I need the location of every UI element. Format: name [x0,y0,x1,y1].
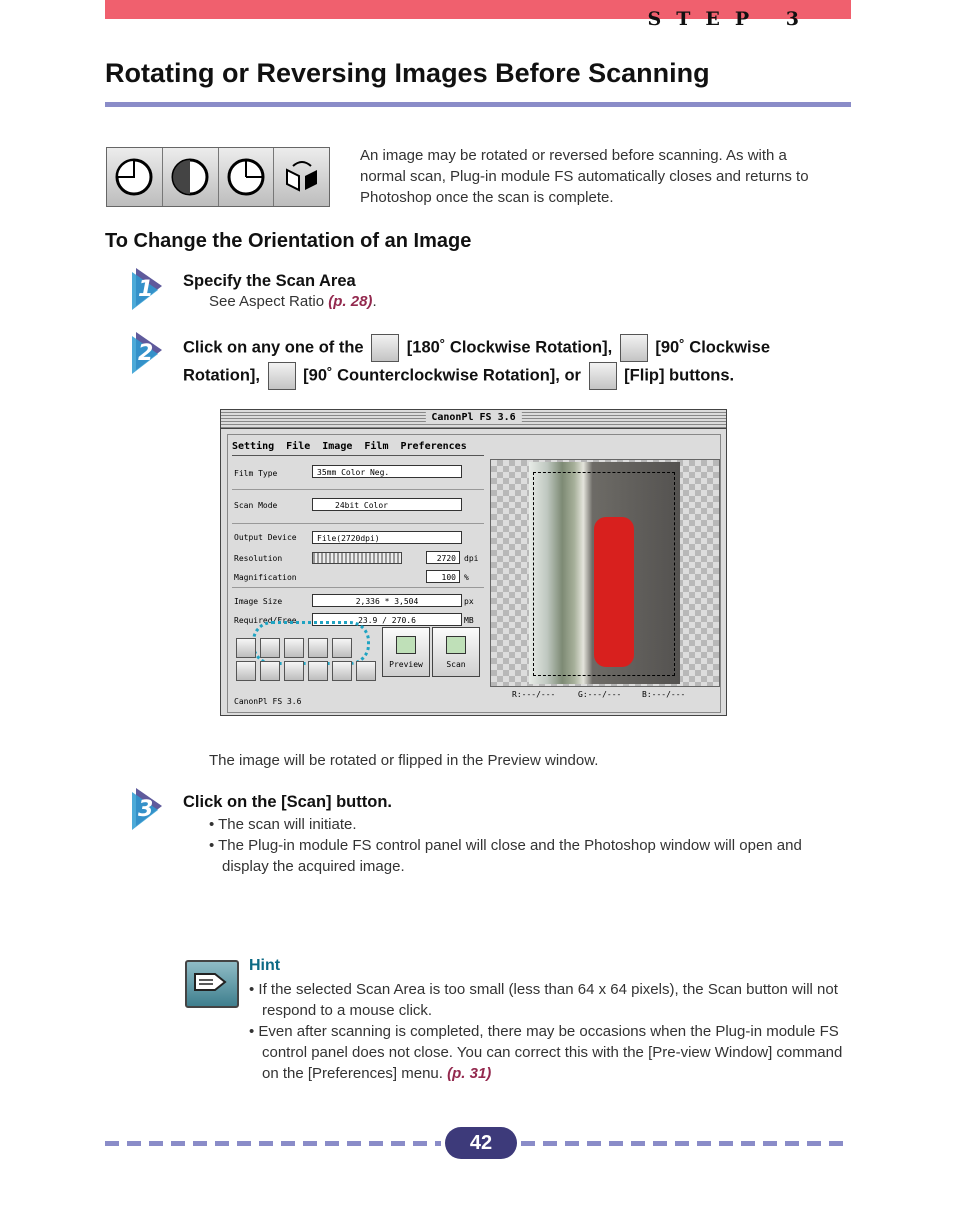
magnification-field[interactable]: 100 [426,570,460,583]
page-number: 42 [445,1127,517,1159]
scan-button[interactable]: Scan [432,627,480,677]
preview-note: The image will be rotated or flipped in the Preview window. [209,752,599,769]
step-1-body: See Aspect Ratio (p. 28). [209,293,377,310]
step-3-title: Click on the [Scan] button. [183,793,392,811]
flip-button[interactable] [274,148,329,206]
scanner-window [220,409,727,716]
rotate-cw-button[interactable] [219,148,275,206]
required-free-label: Required/Free [234,616,297,625]
aspect-ratio-button[interactable] [236,638,256,658]
resolution-field[interactable]: 2720 [426,551,460,564]
step-3-badge [126,786,164,830]
zoom-in-button[interactable] [236,661,256,681]
resolution-label: Resolution [234,554,283,563]
section-title: To Change the Orientation of an Image [105,230,472,252]
svg-text:1: 1 [138,277,154,302]
scan-mode-label: Scan Mode [234,501,278,510]
step-1-badge [126,266,164,310]
footer-dashes-left [105,1141,441,1146]
rotate-cw-small-button[interactable] [308,638,328,658]
flip-inline-icon [589,362,617,390]
flip-icon [281,156,323,198]
required-free-value: 23.9 / 270.6 [312,613,462,626]
window-title: CanonPl FS 3.6 [425,412,521,423]
footer-dashes-right [521,1141,851,1146]
rotate-ccw-inline-icon [268,362,296,390]
title-rule [105,102,851,107]
svg-text:2: 2 [138,341,154,366]
rotate-cw-inline-icon [620,334,648,362]
page-title: Rotating or Reversing Images Before Scanning [105,58,710,88]
rotate-180-icon [169,156,211,198]
image-button[interactable] [308,661,328,681]
step-2-text: Click on any one of the [180˚ Clockwise Rotation], [90˚ Clockwise Rotation], [90˚ Counterclockwise Rotation], or [Flip] buttons. [183,334,843,390]
window-footer: CanonPl FS 3.6 [234,697,302,706]
hint-title: Hint [249,957,281,974]
film-type-select[interactable]: 35mm Color Neg. [312,465,462,478]
hint-item-1: • If the selected Scan Area is too small (less than 64 x 64 pixels), the Scan button will not respond to a mouse click. [249,981,838,1019]
magnification-label: Magnification [234,573,297,582]
preferences-link[interactable]: (p. 31) [447,1065,492,1082]
step-label: STEP 3 [647,8,814,30]
rotate-ccw-button[interactable] [107,148,163,206]
auto-button[interactable] [332,661,352,681]
output-device-label: Output Device [234,533,297,542]
step-2-badge [126,330,164,374]
flip-small-button[interactable] [332,638,352,658]
resolution-slider[interactable] [312,552,402,564]
image-size-label: Image Size [234,597,283,606]
image-size-value: 2,336 * 3,504 [312,594,462,607]
hint-item-2: • Even after scanning is completed, there may be occasions when the Plug-in module FS control panel does not close. You can correct this with the [Pre-view Window] command on the [Preferences] menu. (p. 31) [249,1023,843,1082]
scan-mode-select[interactable]: 24bit Color [312,498,462,511]
hint-icon [185,960,239,1008]
rotate-ccw-small-button[interactable] [260,638,280,658]
rotate-cw-icon [225,156,267,198]
step-3-bullets [209,814,829,877]
rotate-180-button[interactable] [163,148,219,206]
intro-text: An image may be rotated or reversed before scanning. As with a normal scan, Plug-in module FS automatically closes and returns to Photoshop once the scan is complete. [360,147,809,206]
preview-photo [529,462,680,684]
menu-bar[interactable]: Setting File Image Film Preferences [232,441,467,452]
b-readout: B:---/--- [642,690,686,699]
aspect-ratio-link[interactable]: (p. 28) [328,293,373,310]
rotate-180-small-button[interactable] [284,638,304,658]
eyedropper-button[interactable] [356,661,376,681]
zoom-out-button[interactable] [260,661,280,681]
hint-list [249,979,849,1084]
scan-area-frame[interactable] [533,472,675,676]
magnify-button[interactable] [284,661,304,681]
svg-text:3: 3 [138,797,154,822]
preview-button[interactable]: Preview [382,627,430,677]
g-readout: G:---/--- [578,690,622,699]
window-title-bar[interactable] [221,410,726,429]
step-1-title: Specify the Scan Area [183,272,356,290]
rotate-180-inline-icon [371,334,399,362]
r-readout: R:---/--- [512,690,556,699]
film-type-label: Film Type [234,469,278,478]
step-3-bullet-1: • The scan will initiate. [209,816,357,833]
rotation-button-bar [106,147,330,207]
rotate-ccw-icon [113,156,155,198]
preview-area[interactable] [490,459,720,687]
output-device-select[interactable]: File(2720dpi) [312,531,462,544]
window-content: Setting File Image Film Preferences Film Type 35mm Color Neg. Scan Mode 24bit Color Output Device File(2720dpi) Resolution 2720 dpi Magnification 100 % Image Size 2,336 * 3,504 px Required/Free 23.9 / 270.6 MB Preview Scan R:---/--- G:---/--- B:---/--- CanonPl FS 3.6 [227,434,721,713]
step-3-bullet-2: • The Plug-in module FS control panel will close and the Photoshop window will open and display the acquired image. [209,837,802,875]
